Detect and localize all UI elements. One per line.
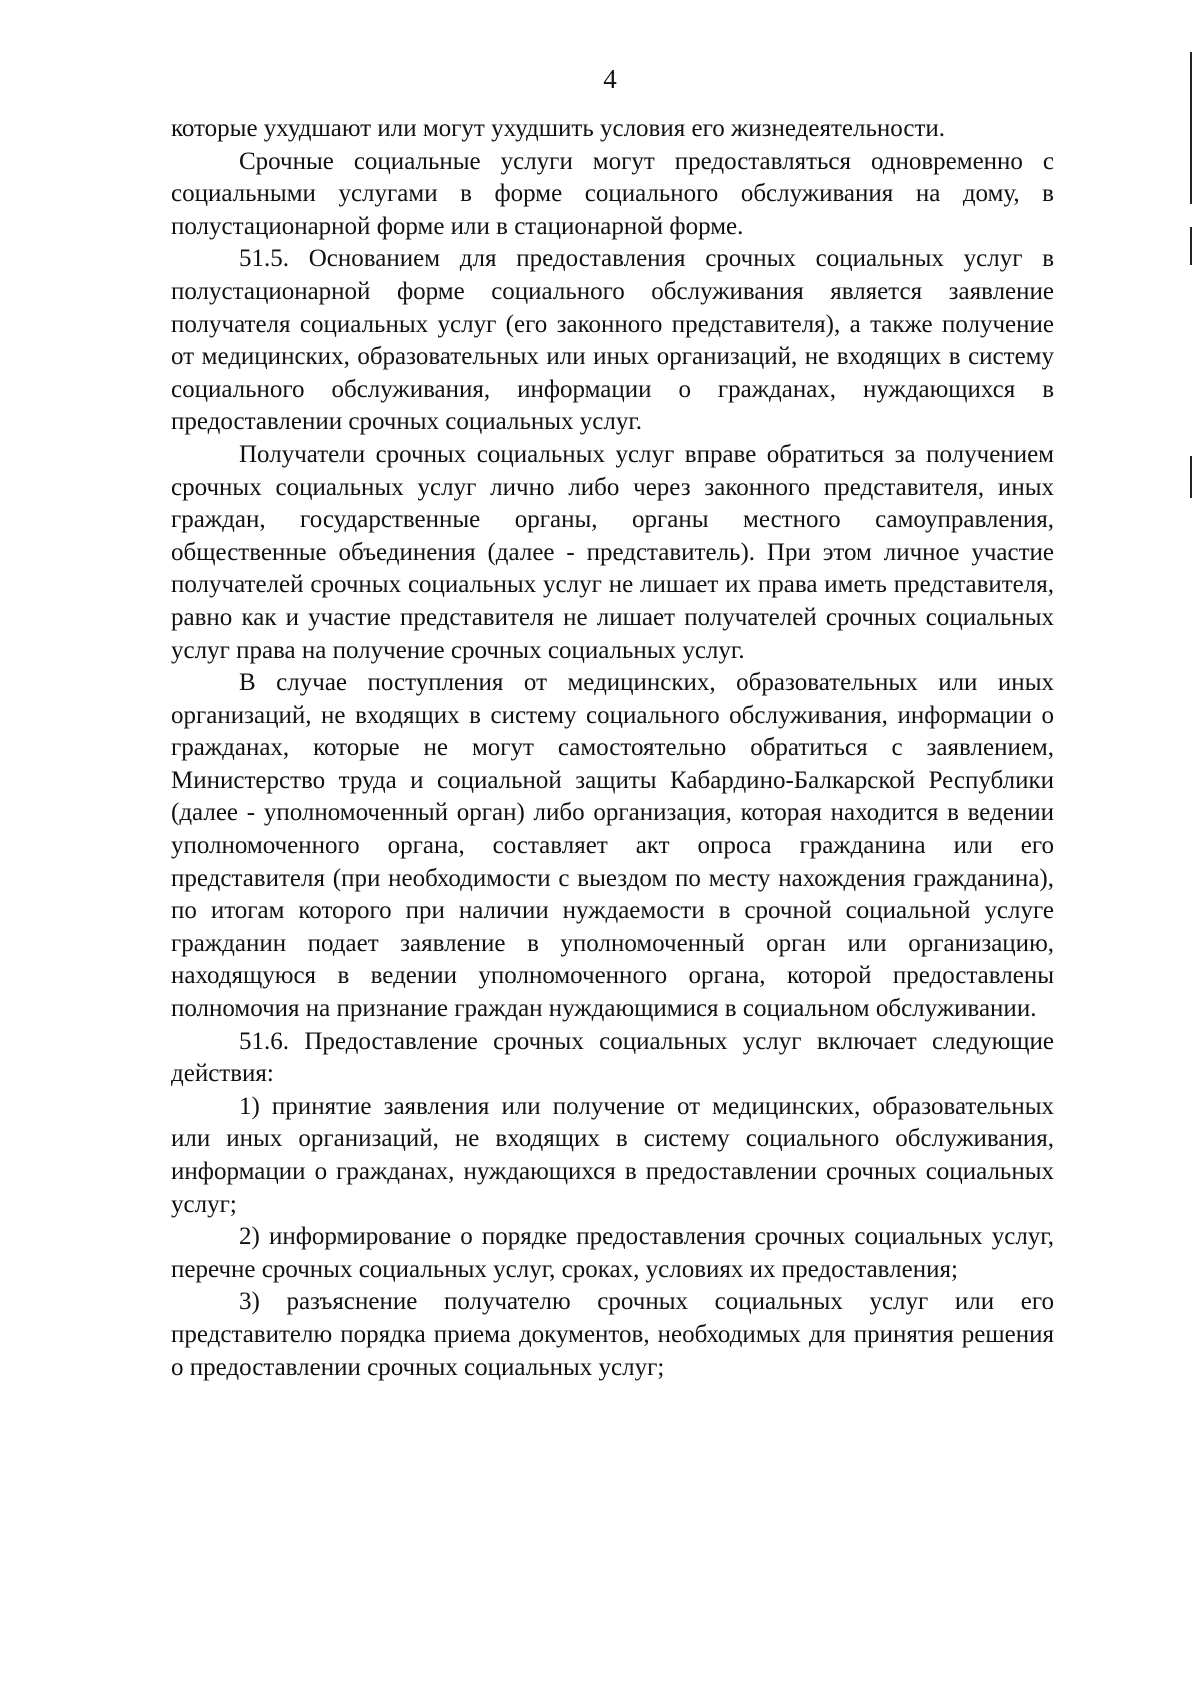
paragraph-recipients: Получатели срочных социальных услуг вправе обратиться за получением срочных социальных услуг лично либо через законного представителя, иных граждан, государственные органы, органы местного самоуправления, общественные объединения (далее - представитель). При этом личное участие получателей срочных социальных услуг не лишает их права иметь представителя, равно как и участие представителя не лишает получателей срочных социальных услуг права на получение срочных социальных услуг. bbox=[171, 440, 1054, 664]
list-item-3: 3) разъяснение получателю срочных социальных услуг или его представителю порядка приема документов, необходимых для принятия решения о предоставлении срочных социальных услуг; bbox=[171, 1288, 1054, 1381]
paragraph-continuation: которые ухудшают или могут ухудшить условия его жизнедеятельности. bbox=[171, 115, 945, 142]
scan-edge-mark bbox=[1190, 227, 1192, 265]
scan-edge-mark bbox=[1190, 52, 1192, 204]
list-item-1: 1) принятие заявления или получение от медицинских, образовательных или иных организаций, не входящих в систему социального обслуживания, информации о гражданах, нуждающихся в предоставлении срочных социальных услуг; bbox=[171, 1092, 1054, 1218]
paragraph-51-5: 51.5. Основанием для предоставления срочных социальных услуг в полустационарной форме социального обслуживания является заявление получателя социальных услуг (его законного представителя), а также получение от медицинских, образовательных или иных организаций, не входящих в систему социального обслуживания, информации о гражданах, нуждающихся в предоставлении срочных социальных услуг. bbox=[171, 245, 1054, 436]
paragraph-info-receipt: В случае поступления от медицинских, образовательных или иных организаций, не входящих в систему социального обслуживания, информации о гражданах, которые не могут самостоятельно обратиться с заявлением, Министерство труда и социальной защиты Кабардино-Балкарской Республики (далее - уполномоченный орган) либо организация, которая находится в ведении уполномоченного органа, составляет акт опроса гражданина или его представителя (при необходимости с выездом по месту нахождения гражданина), по итогам которого при наличии нуждаемости в срочной социальной услуге гражданин подает заявление в уполномоченный орган или организацию, находящуюся в ведении уполномоченного органа, которой предоставлены полномочия на признание граждан нуждающимися в социальном обслуживании. bbox=[171, 669, 1054, 1023]
page-number: 4 bbox=[603, 64, 617, 94]
paragraph-51-6: 51.6. Предоставление срочных социальных услуг включает следующие действия: bbox=[171, 1027, 1054, 1088]
document-body bbox=[171, 113, 1054, 1384]
list-item-2: 2) информирование о порядке предоставления срочных социальных услуг, перечне срочных социальных услуг, сроках, условиях их предоставления; bbox=[171, 1223, 1054, 1283]
paragraph-urgent-services: Срочные социальные услуги могут предоставляться одновременно с социальными услугами в форме социального обслуживания на дому, в полустационарной форме или в стационарной форме. bbox=[171, 147, 1054, 240]
scan-edge-mark bbox=[1190, 456, 1192, 498]
